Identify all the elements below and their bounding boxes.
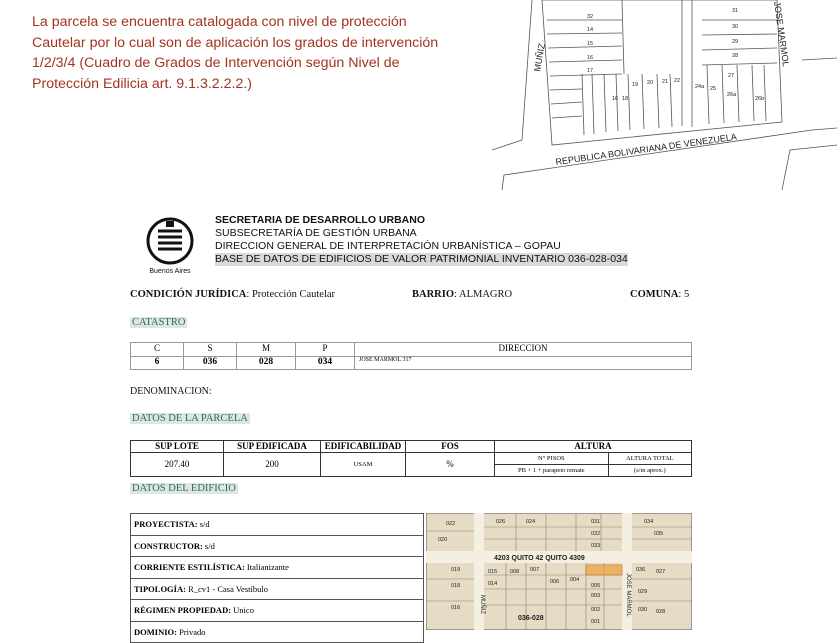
catastro-value: 036 [184,356,237,370]
lot-label: 25 [710,86,717,92]
map-lot-label: 007 [530,567,540,573]
map-street-label: JOSE MARMOL [625,573,631,617]
block-map [492,0,840,190]
lot-label: 16 [612,96,619,102]
map-street-label: 4203 QUITO 42 QUITO 4309 [494,555,585,562]
lot-label: 26b [755,96,765,102]
catastro-header: P [296,343,355,357]
lot-label: 24a [695,84,705,90]
edificio-table [130,513,424,643]
edificio-row: PROYECTISTA: s/d [131,514,424,536]
catastro-value: 6 [131,356,184,370]
parcela-header: FOS [406,441,495,453]
lot-label: 14 [587,27,594,33]
altura-subheader: ALTURA TOTAL [608,453,691,465]
edificio-row: CORRIENTE ESTILÍSTICA: Italianizante [131,557,424,579]
map-lot-label: 019 [451,567,461,573]
map-lot-label: 033 [591,543,601,549]
lot-label: 28 [732,53,739,59]
denominacion: DENOMINACION: [130,386,212,397]
lot-label: 20 [647,80,654,86]
catastro-table [130,342,692,370]
lot-label: 18 [622,96,629,102]
header-line: SUBSECRETARÍA DE GESTIÓN URBANA [215,227,417,239]
parcela-header: ALTURA [495,441,692,453]
lot-label: 27 [728,73,735,79]
map-lot-label: 005 [591,583,601,589]
document-header [215,214,628,266]
map-lot-label: 006 [550,579,560,585]
map-lot-label: 001 [591,619,601,625]
lot-label: 16 [587,55,594,61]
protection-note [32,12,492,94]
map-lot-label: 016 [451,605,461,611]
lot-label: 19 [632,82,639,88]
direccion-header: DIRECCION [355,343,692,357]
parcela-value: 207.40 [131,453,224,477]
section-title: DATOS DE LA PARCELA [132,413,248,424]
lot-label: 22 [674,78,681,84]
lot-label: 30 [732,24,739,30]
edificio-row: RÉGIMEN PROPIEDAD: Unico [131,600,424,622]
map-lot-label: 035 [654,531,664,537]
map-lot-label: 028 [656,609,666,615]
catastro-value: 034 [296,356,355,370]
map-lot-label: 014 [488,581,498,587]
parcela-value: USAM [321,453,406,477]
header-line: DIRECCION GENERAL DE INTERPRETACIÓN URBANÍSTICA – GOPAU [215,240,561,252]
highlighted-parcel [586,565,622,575]
street-label: REPUBLICA BOLIVARIANA DE VENEZUELA [554,131,738,167]
map-street-label: MUÑIZ [479,595,485,614]
catastro-header: S [184,343,237,357]
note-line: La parcela se encuentra catalogada con nivel de protección [32,14,407,30]
patrimonial-record [120,195,710,637]
catastro-header: C [131,343,184,357]
map-lot-label: 004 [570,577,580,583]
catastro-value: 028 [237,356,296,370]
buenos-aires-logo [142,213,198,283]
catastro-header: M [237,343,296,357]
altura-value: PB + 1 + parapeto remate [495,465,609,477]
note-line: Protección Edilicia art. 9.1.3.2.2.2.) [32,75,253,92]
parcela-value: % [406,453,495,477]
map-lot-label: 018 [451,583,461,589]
map-lot-label: 029 [638,589,648,595]
lot-label: 17 [587,68,594,74]
street-label: JOSE MARMOL [772,0,792,68]
map-lot-label: 032 [591,531,601,537]
note-line: 1/2/3/4 (Cuadro de Grados de Intervención según Nivel de [32,55,400,71]
section-title: DATOS DEL EDIFICIO [132,483,236,494]
lot-label: 21 [662,79,669,85]
barrio: BARRIO: ALMAGRO [412,289,513,300]
logo-text: Buenos Aires [149,268,191,275]
edificio-row: TIPOLOGÍA: R_cv1 - Casa Vestíbulo [131,578,424,600]
map-lot-label: 003 [591,593,601,599]
edificio-row: DOMINIO: Privado [131,621,424,643]
map-lot-label: 002 [591,607,601,613]
map-lot-label: 036 [636,567,646,573]
lot-label: 31 [732,8,739,14]
map-lot-label: 034 [644,519,654,525]
altura-subheader: N° PISOS [495,453,609,465]
parcela-header: SUP LOTE [131,441,224,453]
lot-label: 15 [587,41,594,47]
parcela-value: 200 [224,453,321,477]
edificio-row: CONSTRUCTOR: s/d [131,535,424,557]
comuna: COMUNA: 5 [630,289,690,300]
map-lot-label: 022 [446,521,456,527]
lot-label: 26a [727,92,737,98]
section-title: CATASTRO [132,317,186,328]
map-lot-label: 031 [591,519,601,525]
map-lot-label: 026 [496,519,506,525]
header-line: SECRETARIA DE DESARROLLO URBANO [215,214,426,226]
condicion-juridica: CONDICIÓN JURÍDICA: Protección Cautelar [130,289,336,300]
direccion-value: JOSE MARMOL 317 [355,356,692,370]
map-lot-label: 030 [638,607,648,613]
lot-label: 29 [732,39,739,45]
parcela-table [130,440,692,477]
lot-label: 32 [587,14,594,20]
note-line: Cautelar por lo cual son de aplicación los grados de intervención [32,34,439,51]
altura-value: (s/m aprox.) [608,465,691,477]
map-lot-label: 020 [438,537,448,543]
street-label: MUÑIZ [532,42,547,73]
map-lot-label: 024 [526,519,536,525]
header-line: BASE DE DATOS DE EDIFICIOS DE VALOR PATRIMONIAL INVENTARIO 036-028-034 [215,253,628,265]
map-lot-label: 027 [656,569,666,575]
parcela-header: EDIFICABILIDAD [321,441,406,453]
parcela-header: SUP EDIFICADA [224,441,321,453]
map-lot-label: 008 [510,569,520,575]
map-street-label: 036-028 [518,615,544,622]
location-map [426,513,692,630]
map-lot-label: 015 [488,569,498,575]
